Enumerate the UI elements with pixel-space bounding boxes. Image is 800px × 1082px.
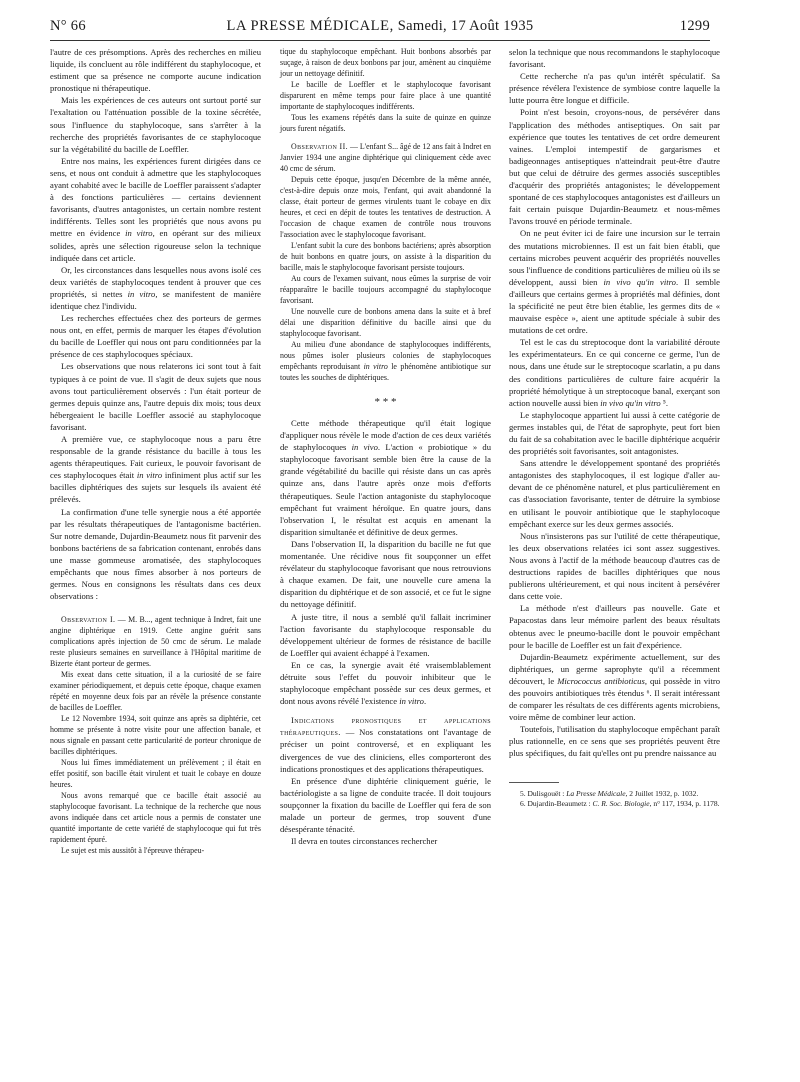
issue-number: N° 66 (50, 18, 86, 34)
paragraph: L'enfant subit la cure des bonbons bactériens; après absorption de huit bonbons en quatre jours, on assiste à la disparition du bacille, mais le staphylocoque favorisant persiste toujours. (280, 241, 491, 272)
paragraph: Toutefois, l'utilisation du staphylocoque empêchant paraît plus rationnelle, en ce sens que ses propriétés peuvent être plus spécifiques, du fait qu'elles ont pu prendre naissance au (509, 724, 720, 759)
column-2 (280, 46, 491, 847)
paragraph: tique du staphylocoque empêchant. Huit bonbons absorbés par suçage, à raison de deux bonbons par jour, amènent au cinquième jour un nettoyage définitif. (280, 47, 491, 78)
observation-1: Observation I. — M. B..., agent technique à Indret, fait une angine diphtérique en 1919. Cette angine guérit sans complications après injection de 50 cmc de sérum. Le malade reste plusieurs semaines en surveillance à l'Hôpital maritime de Bizerte étant porteur de germes. (50, 615, 261, 669)
paragraph: Tous les examens répétés dans la suite de quinze en quinze jours furent négatifs. (280, 113, 491, 133)
paragraph: Le 12 Novembre 1934, soit quinze ans après sa diphtérie, cet homme se présente à notre visite pour une affection banale, et nous signale en passant cette particularité de porteur chronique de bacilles diphtériques. (50, 714, 261, 757)
paragraph: Tel est le cas du streptocoque dont la variabilité déroute les expérimentateurs. En ce qui concerne ce germe, l'un de nous, dans une étude sur le streptocoque scarlatin, a pu dans des conditions particulières de culture faire acquérir la propriété hémolytique à un streptocoque banal, exerçant son action nouvelle aussi bien in vivo qu'in vitro ⁵. (509, 337, 720, 408)
section-heading: Indications pronostiques et applications thérapeutiques. (280, 715, 491, 738)
footnote-rule (509, 782, 559, 783)
paragraph: Dans l'observation II, la disparition du bacille ne fut que momentanée. Une récidive nous fit soupçonner un effet révélateur du staphylocoque favorisant que nous retrouvions à chaque examen. De fait, une nouvelle cure amena la disparition du diphtérique et de son associé, et ce fut le signe du nettoyage définitif. (280, 538, 491, 610)
paragraph: Une nouvelle cure de bonbons amena dans la suite et à bref délai une disparition définitive du bacille ainsi que du staphylocoque favorisant. (280, 307, 491, 338)
footnote-6: 6. Dujardin-Beaumetz : C. R. Soc. Biologie, n° 117, 1934, p. 1178. (520, 799, 720, 809)
paragraph: La méthode n'est d'ailleurs pas nouvelle. Gate et Papacostas dans leur mémoire parlent des beaux résultats obtenus avec le pneumo-bacille dont le pouvoir empêchant pour le bacille de Loeffler est un fait d'expérience. (509, 603, 720, 650)
paragraph: Nous n'insisterons pas sur l'utilité de cette thérapeutique, les deux observations relatées ici sont assez suggestives. Nous avons à l'actif de la méthode beaucoup d'autres cas de destructions rapides de bacilles diphtériques que nous publierons ultérieurement, et qui nous incitent à persévérer dans cette voie. (509, 530, 720, 602)
paragraph: Il devra en toutes circonstances rechercher (291, 836, 438, 847)
section-indications: Indications pronostiques et applications thérapeutiques. — Nos constatations ont l'avantage de préciser un point controversé, et en expliquant les divergences de vue des cliniciens, elles comporteront des indications pronostiques et des applications thérapeutiques. (280, 715, 491, 774)
observation-2: Observation II. — L'enfant S... âgé de 12 ans fait à Indret en Janvier 1934 une angine diphtérique qui cliniquement cède avec 40 cmc de sérum. (280, 142, 492, 173)
observation-heading: Observation I. (61, 615, 116, 625)
paragraph: Dujardin-Beaumetz expérimente actuellement, sur des diphtériques, un germe saprophyte qu'il a récemment découvert, le Micrococcus antibioticus, qui possède in vitro des pouvoirs antibiotiques très étendus ⁶. Il serait intéressant de comparer les résultats de ces différents agents microbiens, voire même de combiner leur action. (509, 651, 720, 723)
paragraph: Nous avons remarqué que ce bacille était associé au staphylocoque favorisant. La technique de la recherche que nous avons indiquée dans cet article nous a permis de constater une quantité importante de cette variété de staphylocoque qui fut très rapidement épuré. (50, 791, 261, 845)
paragraph: A première vue, ce staphylocoque nous a paru être responsable de la grande résistance du bacille à tous les agents thérapeutiques. Fait curieux, le pouvoir favorisant de ces staphylocoques était in vitro infiniment plus actif sur les bacilles diphtériques des sujets sur lesquels ils avaient été prélevés. (50, 434, 262, 505)
header-rule (50, 40, 710, 41)
paragraph: Les observations que nous relaterons ici sont tout à fait typiques à ce point de vue. Il s'agit de deux sujets que nous avons tout particulièrement observés : l'un était porteur de germes depuis quinze ans, l'autre depuis dix mois; tous deux hébergeaient le bacille Loeffler associé au staphylocoque favorisant. (50, 361, 261, 432)
paragraph: Cette méthode thérapeutique qu'il était logique d'appliquer nous révèle le mode d'action de ces deux variétés de staphylocoques in vivo. L'action « probiotique » du staphylocoque favorisant semble bien être la cause de la grande végétabilité du bacille qui résiste dans un cas après quinze ans, dans l'autre après onze mois d'efforts thérapeutiques. Seule l'action antagoniste du staphylocoque empêchant fut vraiment héroïque. En quatre jours, dans l'observation I, le résultat est acquis en amenant la disparition simultanée et définitive de deux germes. (280, 418, 491, 537)
paragraph: Le bacille de Loeffler et le staphylocoque favorisant disparurent en même temps pour faire place à une quantité importante de staphylocoques indifférents. (280, 80, 491, 111)
paragraph: Au milieu d'une abondance de staphylocoques indifférents, nous pûmes isoler plusieurs colonies de staphylocoques empêchants reproduisant in vitro le phénomène antibiotique sur toutes les souches de diphtériques. (280, 340, 491, 382)
section-separator-stars: * * * (374, 396, 397, 408)
column-3 (509, 46, 720, 810)
paragraph: Cette recherche n'a pas qu'un intérêt spéculatif. Sa présence révélera l'existence de symbiose contre laquelle la lutte pourra être longue et difficile. (509, 71, 720, 106)
paragraph: A juste titre, il nous a semblé qu'il fallait incriminer l'action favorisante du staphylocoque responsable du développement ultérieur de formes de résistance de bacille de Loeffler qui avaient échappé à l'examen. (280, 611, 491, 658)
paragraph: En ce cas, la synergie avait été vraisemblablement détruite sous l'effet du pouvoir inhibiteur que le staphylocoque empêchant possède sur ces deux germes, et dont nous avons révélé l'existence in vitro. (280, 659, 491, 707)
paragraph: Depuis cette époque, jusqu'en Décembre de la même année, c'est-à-dire depuis onze mois, l'enfant, qui avait abandonné la classe, était porteur de germes virulents tuant le cobaye en dix heures, et ceci en dépit de toutes les tentatives de destruction. A l'occasion de chaque examen de contrôle nous trouvons l'association avec le staphylocoque favorisant. (280, 175, 491, 239)
paragraph: l'autre de ces présomptions. Après des recherches en milieu liquide, ils concluent au rôle indifférent du staphylocoque, et estiment que sa présence ne comporte aucune indication pronostique ni thérapeutique. (50, 47, 261, 94)
paragraph: Mais les expériences de ces auteurs ont surtout porté sur l'exaltation ou l'atténuation possible de la toxine sécrétée, sous l'influence du staphylocoque, sans s'arrêter à la recherche des propriétés favorisantes de ce staphylocoque sur la végétabilité du bacille de Loeffler. (50, 95, 261, 154)
paragraph: Les recherches effectuées chez des porteurs de germes nous ont, en effet, permis de marquer les étapes d'évolution du bacille de Loeffler qui nous ont paru conditionnées par la présence de ces staphylocoques spéciaux. (50, 313, 261, 360)
footnote-5: 5. Dulisgouët : La Presse Médicale, 2 Juillet 1932, p. 1032. (520, 788, 699, 798)
paragraph: Le staphylocoque appartient lui aussi à cette catégorie de germes instables qui, de l'état de saprophyte, peut fort bien du fait de sa cohabitation avec le bacille diphtérique acquérir des propriétés soit favorisantes, soit antagonistes. (509, 409, 720, 457)
paragraph: selon la technique que nous recommandons le staphylocoque favorisant. (509, 47, 720, 70)
paragraph: Mis exeat dans cette situation, il a la curiosité de se faire examiner périodiquement, et depuis cette époque, chaque examen répété en moyenne deux fois par an révèle la présence constante de bacilles de Loeffler. (50, 670, 261, 713)
page-number: 1299 (679, 18, 710, 34)
paragraph: Le sujet est mis aussitôt à l'épreuve thérapeu- (61, 846, 205, 856)
paragraph: Or, les circonstances dans lesquelles nous avons isolé ces deux variétés de staphylocoques tendent à prouver que ces propriétés, si nettes in vitro, se manifestent de manière identique chez l'individu. (50, 264, 261, 311)
paragraph: Sans attendre le développement spontané des propriétés antagonistes des staphylocoques, il est logique d'aller au-devant de ce phénomène naturel, et plus particulièrement en cas d'association favorisante, tenter de détruire la symbiose en utilisant le pouvoir antibiotique que le staphylocoque empêchant exerce sur les deux germes associés. (509, 458, 720, 529)
observation-heading: Observation II. (291, 142, 348, 151)
paragraph: On ne peut éviter ici de faire une incursion sur le terrain des mutations microbiennes. Il est un fait bien établi, que certains microbes peuvent acquérir des propriétés nouvelles sous l'influence de conditions particulières de milieu où ils se développent, aussi bien in vivo qu'in vitro. Il semble d'ailleurs que certains germes à propriétés mal définies, dont la spécificité ne peut être bien établie, les germes dits de « mauvaise espèce », aient une aptitude spéciale à subir des mutations de cet ordre. (509, 228, 720, 336)
paragraph: Point n'est besoin, croyons-nous, de persévérer dans l'application des méthodes antiseptiques. On sait par expérience que toutes les tentatives de cet ordre demeurent vaines. L'emploi intempestif de gargarismes et badigeonnages antiseptiques n'atteindrait peut-être d'autre but que celui de détruire des germes associés susceptibles d'acquérir des propriétés antagonistes; le développement spontané de ces staphylocoques antagonistes est d'ailleurs un fait certain puisque Dujardin-Beaumetz et nous-mêmes l'avons trouvé en période terminale. (509, 107, 720, 227)
paragraph: Nous lui fîmes immédiatement un prélèvement ; il était en effet positif, son bacille était virulent et tuait le cobaye en douze heures. (50, 758, 261, 790)
journal-name: LA PRESSE MÉDICALE, (226, 18, 394, 34)
paragraph: Entre nos mains, les expériences furent dirigées dans ce sens, et nous ont conduit à admettre que les staphylocoques ayant cohabité avec le bacille de Loeffler paraissent s'adapter à des fonctions particulières — certains deviennent favorisants, d'autres antagonistes, un certain nombre restent indifférents. Telles sont les propriétés que nous avons pu mettre en évidence in vitro, en opérant sur des milieux solides, après une sélection rigoureuse selon la technique indiquée dans cet article. (50, 155, 261, 263)
paragraph: Au cours de l'examen suivant, nous eûmes la surprise de voir réapparaître le bacille toujours accompagné du staphylocoque favorisant. (280, 274, 491, 305)
paragraph: En présence d'une diphtérie cliniquement guérie, le bactériologiste a sa ligne de conduite tracée. Il doit toujours soupçonner la fixation du bacille de Loeffler qui fera de son malade un porteur de germes, trop souvent d'une désespérante ténacité. (280, 775, 491, 835)
paragraph: La confirmation d'une telle synergie nous a été apportée par les résultats thérapeutiques de l'antagonisme bactérien. Sur notre demande, Dujardin-Beaumetz nous fit parvenir des bonbons bactériens de sa fabrication contenant, enrobés dans une masse gommeuse aromatisée, des staphylocoques empêchants que nous fîmes absorber à nos porteurs de germes. Nous en consignons les résultats dans ces deux observations : (50, 506, 261, 602)
column-1 (50, 46, 261, 856)
journal-title-line (130, 18, 630, 35)
page-header (50, 18, 710, 40)
issue-date: Samedi, 17 Août 1935 (397, 18, 534, 34)
